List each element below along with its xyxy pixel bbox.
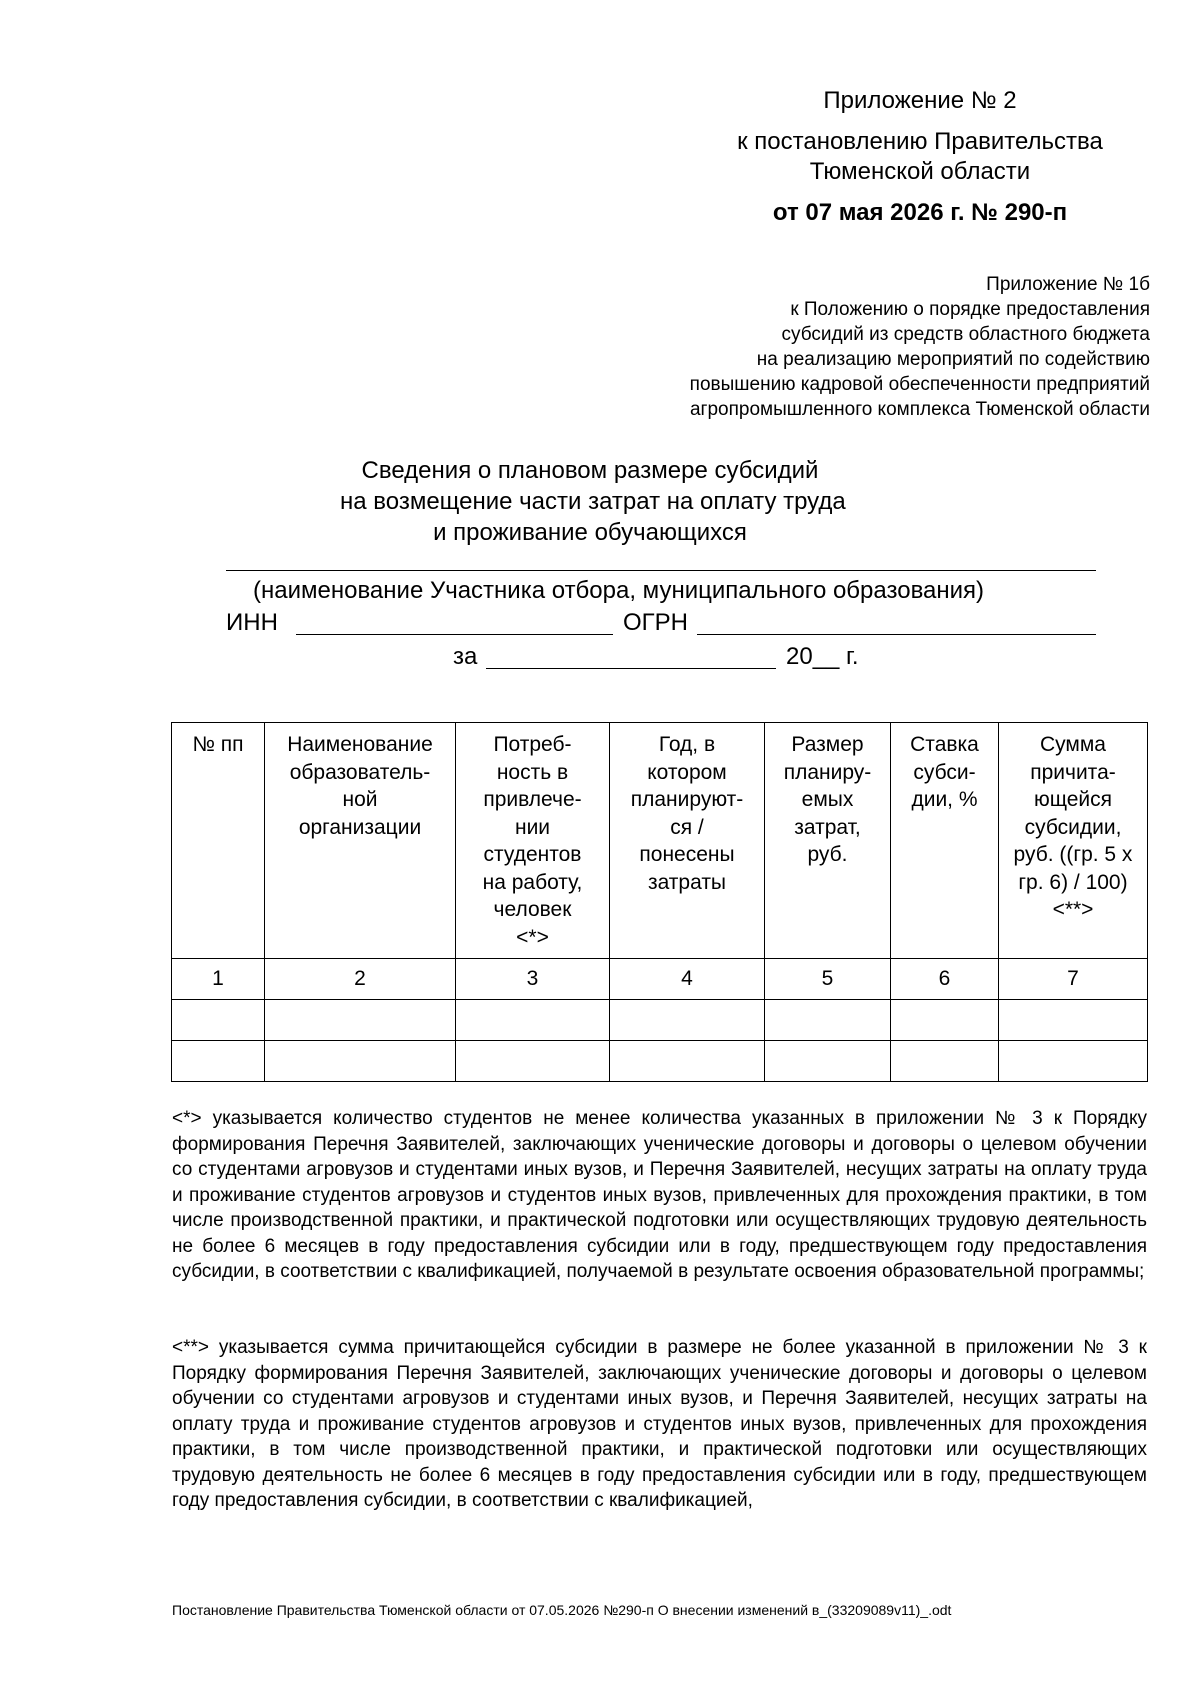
title-line: на возмещение части затрат на оплату труда	[340, 488, 846, 515]
col-header-subsidy-amount: Сумма причита- ющейся субсидии, руб. ((гр. 5 х гр. 6) / 100) <**>	[999, 723, 1148, 959]
sub-appendix-block	[530, 272, 1150, 422]
table-cell[interactable]	[172, 1000, 265, 1041]
year-label: 20__ г.	[786, 643, 859, 670]
title-line: Сведения о плановом размере субсидий	[361, 457, 819, 484]
table-cell[interactable]	[610, 1041, 765, 1082]
table-cell[interactable]	[765, 1000, 891, 1041]
inn-blank[interactable]	[296, 634, 613, 635]
sub-appendix-line: субсидий из средств областного бюджета	[781, 324, 1150, 345]
subsidy-table	[171, 722, 1148, 1082]
table-cell[interactable]	[999, 1041, 1148, 1082]
sub-appendix-line: повышению кадровой обеспеченности предприятий	[689, 374, 1150, 395]
resolution-line-1: к постановлению Правительства	[737, 128, 1103, 155]
resolution-line-2: Тюменской области	[809, 158, 1031, 185]
col-header-planned-costs: Размер планиру- емых затрат, руб.	[765, 723, 891, 959]
participant-name-blank[interactable]	[226, 570, 1096, 571]
table-cell[interactable]	[891, 1041, 999, 1082]
footnote-subsidy-amount: <**> указывается сумма причитающейся субсидии в размере не более указанной в приложении № 3 к Порядку формирования Перечня Заявителей, заключающих ученические договоры и договоры о целевом обучении со студентами агровузов и студентами иных вузов, и Перечня Заявителей, несущих затраты на оплату труда и проживание студентов агровузов и студентов иных вузов, привлеченных для прохождения практики, в том числе производственной практики, и практической подготовки или осуществляющих трудовую деятельность не более 6 месяцев в году предоставления субсидии или в году, предшествующем году предоставления субсидии, в соответствии с квалификацией,	[172, 1337, 1147, 1511]
resolution-date-number: от 07 мая 2026 г. № 290-п	[772, 199, 1068, 226]
column-number: 1	[172, 959, 265, 1000]
participant-name-caption: (наименование Участника отбора, муниципального образования)	[253, 577, 985, 604]
col-header-number: № пп	[172, 723, 265, 959]
appendix-label: Приложение № 2	[823, 87, 1017, 114]
sub-appendix-line: к Положению о порядке предоставления	[790, 299, 1150, 320]
table-cell[interactable]	[999, 1000, 1148, 1041]
table-cell[interactable]	[456, 1041, 610, 1082]
col-header-subsidy-rate: Ставка субси- дии, %	[891, 723, 999, 959]
table-cell[interactable]	[265, 1041, 456, 1082]
footnote-students: <*> указывается количество студентов не менее количества указанных в приложении № 3 к Порядку формирования Перечня Заявителей, заключающих ученические договоры и договоры о целевом обучении со студентами агровузов и студентами иных вузов, и Перечня Заявителей, несущих затраты на оплату труда и проживание студентов агровузов и студентов иных вузов, привлеченных для прохождения практики, в том числе производственной практики, и практической подготовки или осуществляющих трудовую деятельность не более 6 месяцев в году предоставления субсидии или в году, предшествующем году предоставления субсидии, в соответствии с квалификацией, получаемой в результате освоения образовательной программы;	[172, 1108, 1147, 1282]
col-header-year: Год, в котором планируют- ся / понесены затраты	[610, 723, 765, 959]
column-number: 3	[456, 959, 610, 1000]
table-cell[interactable]	[765, 1041, 891, 1082]
table-cell[interactable]	[891, 1000, 999, 1041]
document-footer: Постановление Правительства Тюменской области от 07.05.2026 №290-п О внесении изменений в_(33209089v11)_.odt	[172, 1602, 952, 1618]
ogrn-blank[interactable]	[697, 634, 1096, 635]
column-number: 7	[999, 959, 1148, 1000]
sub-appendix-line: Приложение № 1б	[986, 274, 1150, 295]
table-row	[172, 1000, 1148, 1041]
table-cell[interactable]	[265, 1000, 456, 1041]
sub-appendix-line: на реализацию мероприятий по содействию	[756, 349, 1150, 370]
period-blank[interactable]	[486, 668, 776, 669]
period-label: за	[453, 643, 478, 670]
column-number: 6	[891, 959, 999, 1000]
column-number: 5	[765, 959, 891, 1000]
title-line: и проживание обучающихся	[433, 519, 747, 546]
column-number: 4	[610, 959, 765, 1000]
table-cell[interactable]	[610, 1000, 765, 1041]
col-header-students-need: Потреб- ность в привлече- нии студентов на работу, человек <*>	[456, 723, 610, 959]
col-header-organization: Наименование образователь- ной организации	[265, 723, 456, 959]
column-number: 2	[265, 959, 456, 1000]
table-header-row	[172, 723, 1148, 959]
inn-label: ИНН	[226, 609, 278, 636]
table-row	[172, 1041, 1148, 1082]
table-number-row	[172, 959, 1148, 1000]
sub-appendix-line: агропромышленного комплекса Тюменской области	[689, 399, 1150, 420]
ogrn-label: ОГРН	[623, 609, 689, 636]
document-title	[340, 455, 846, 548]
table-cell[interactable]	[172, 1041, 265, 1082]
table-cell[interactable]	[456, 1000, 610, 1041]
